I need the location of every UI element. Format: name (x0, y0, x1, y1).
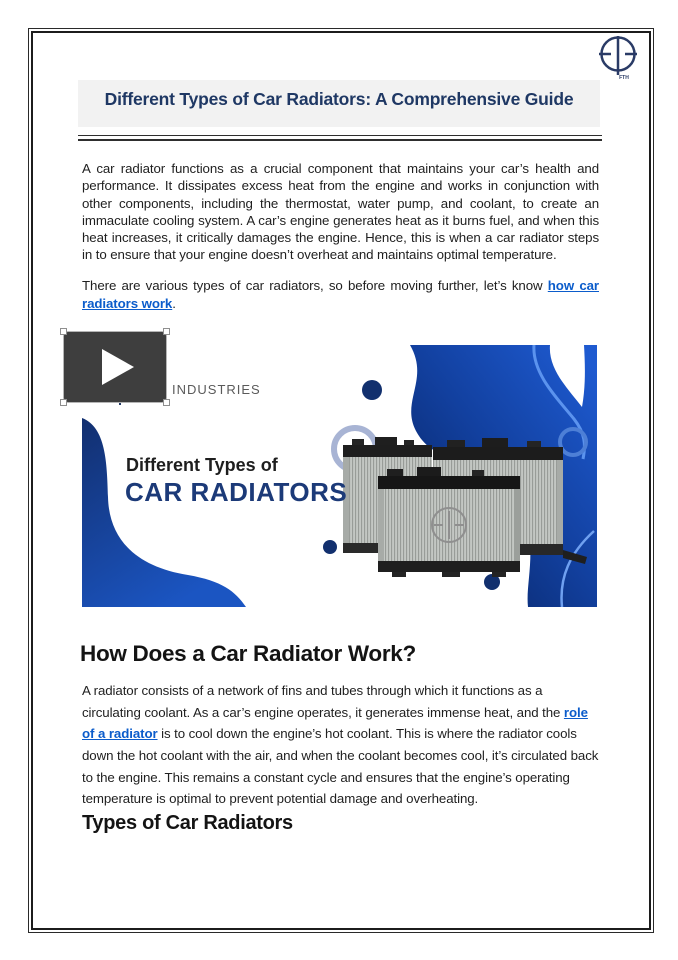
fth-logo-text: FTH (619, 75, 629, 81)
role-of-a-radiator-link[interactable]: role of a radiator (82, 704, 588, 742)
selection-handle[interactable] (163, 328, 170, 335)
paragraph-text: is to cool down the engine’s hot coolant. This is where the radiator cools down the hot coolant with the air, and when the coolant becomes cool, it’s circulated back to the engine. This remains a constant cycle and ensures that the engine’s operating temperature is optimal to prevent potential damage and overheating. (82, 726, 599, 807)
video-play-button[interactable] (64, 332, 166, 402)
selection-handle[interactable] (163, 399, 170, 406)
paragraph-text: There are various types of car radiators, so before moving further, let’s know (82, 278, 548, 293)
section-heading-how-radiator-works: How Does a Car Radiator Work? (80, 641, 416, 666)
banner-subtitle: Different Types of (126, 455, 278, 475)
banner-left-swoosh (82, 418, 246, 607)
banner-title: CAR RADIATORS (125, 477, 348, 507)
title-divider (78, 135, 602, 141)
fth-logo-icon (597, 34, 641, 82)
paragraph-text: . (172, 296, 176, 312)
selection-handle[interactable] (60, 399, 67, 406)
paragraph-text: A radiator consists of a network of fins and tubes through which it functions as a circulating coolant. As a car’s engine operates, it generates immense heat, and the (82, 683, 564, 720)
banner-brand-secondary: INDUSTRIES (172, 382, 261, 397)
title-band (78, 80, 600, 127)
radiator-image-front (378, 467, 520, 577)
selection-handle[interactable] (60, 328, 67, 335)
paragraph-with-link (82, 680, 599, 810)
play-icon (102, 349, 134, 385)
banner-dot (362, 380, 382, 400)
paragraph-with-link (82, 277, 599, 314)
page-title: Different Types of Car Radiators: A Comprehensive Guide (104, 89, 574, 109)
how-car-radiators-work-link[interactable]: how car radiators work (82, 278, 599, 312)
section-heading-types-of-radiators: Types of Car Radiators (82, 812, 293, 834)
banner-dot (323, 540, 337, 554)
intro-paragraph: A car radiator functions as a crucial component that maintains your car’s health and performance. It dissipates excess heat from the engine and works in conjunction with other components, including the thermostat, water pump, and coolant, to create an immaculate cooling system. A car’s engine generates heat as it burns fuel, and when this heat increases, it critically damages the engine. Hence, this is when a car radiator steps in to ensure that your engine doesn’t overheat and maintains optimal temperature. (82, 161, 599, 263)
